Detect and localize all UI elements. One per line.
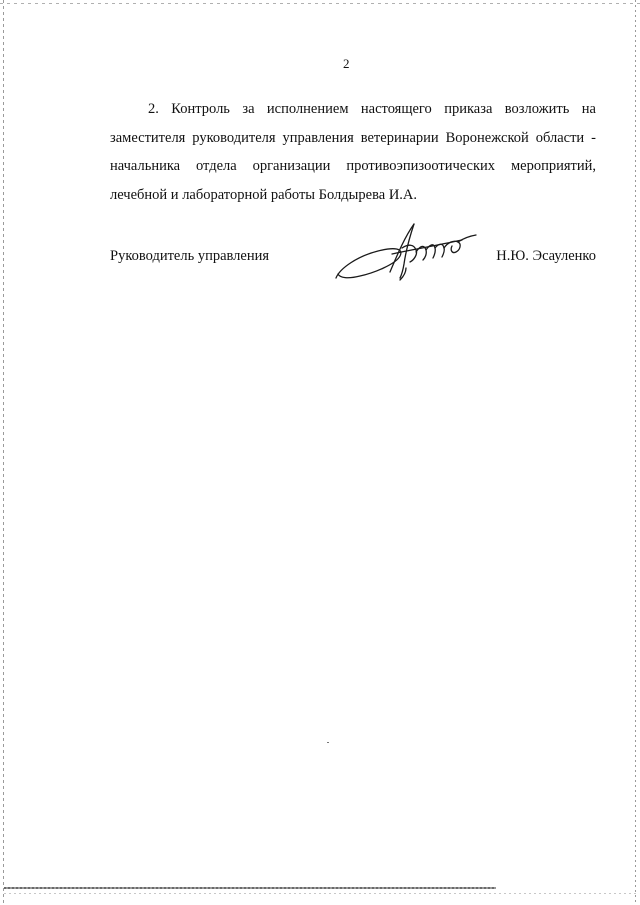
scan-speck: [327, 742, 329, 743]
scan-edge-right: [635, 0, 636, 905]
scan-edge-top: [0, 3, 640, 4]
scan-edge-left: [3, 0, 4, 905]
signer-title: Руководитель управления: [110, 248, 270, 264]
paragraph-control-assignment: 2. Контроль за исполнением настоящего приказа возложить на заместителя руководителя управления ветеринарии Воронежской области - начальника отдела организации противоэпизоотических мероприятий, лечебной и лабораторной работы Болдырева И.А.: [110, 101, 596, 203]
signature-block: [110, 240, 596, 300]
scan-edge-bottom: [4, 887, 496, 889]
scan-edge-bottom-light: [4, 893, 636, 894]
handwritten-signature-icon: [330, 218, 480, 288]
signer-name: Н.Ю. Эсауленко: [496, 248, 596, 264]
page-number: 2: [343, 56, 350, 71]
